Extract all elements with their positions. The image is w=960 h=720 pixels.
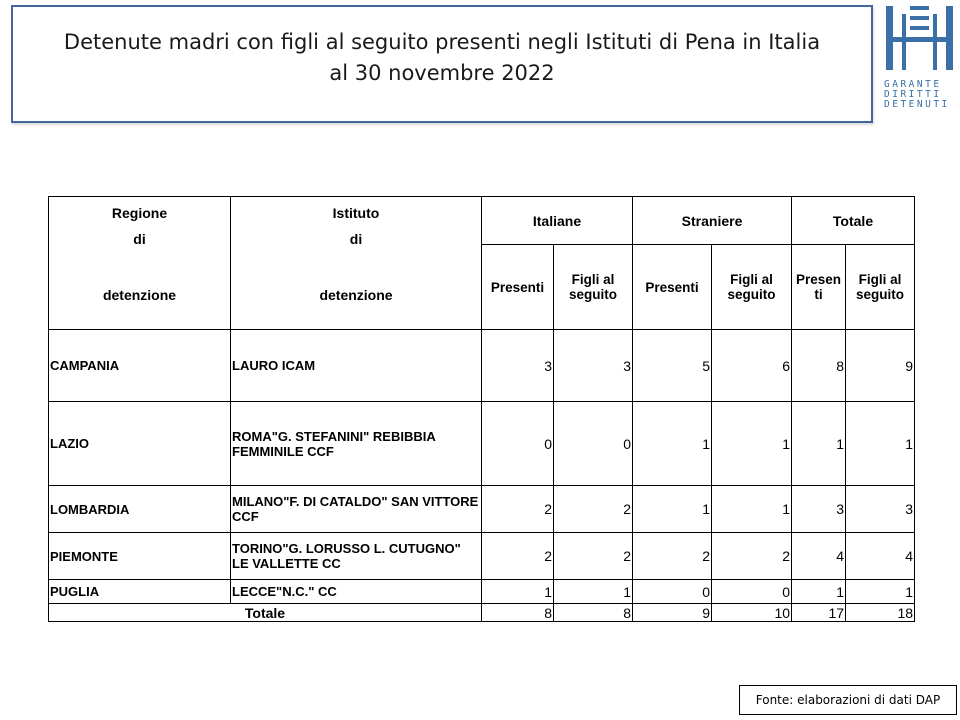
header-tot-figli: Figli al seguito — [846, 245, 915, 330]
total-tot-figli: 18 — [846, 604, 915, 622]
totals-label: Totale — [49, 604, 482, 622]
cell-istituto: MILANO"F. DI CATALDO" SAN VITTORE CCF — [231, 486, 482, 533]
page-title-line1: Detenute madri con figli al seguito presenti negli Istituti di Pena in Italia — [63, 30, 821, 54]
source-note: Fonte: elaborazioni di dati DAP — [739, 685, 957, 715]
cell-st-presenti: 2 — [633, 533, 712, 580]
table-row — [49, 330, 915, 402]
cell-istituto: LAURO ICAM — [231, 330, 482, 402]
cell-regione: PUGLIA — [49, 580, 231, 604]
cell-it-presenti: 3 — [482, 330, 554, 402]
cell-it-figli: 2 — [554, 486, 633, 533]
totals-row — [49, 604, 915, 622]
cell-it-figli: 2 — [554, 533, 633, 580]
cell-tot-figli: 9 — [846, 330, 915, 402]
cell-tot-figli: 1 — [846, 402, 915, 486]
cell-tot-presenti: 8 — [792, 330, 846, 402]
cell-it-presenti: 2 — [482, 533, 554, 580]
header-it-figli: Figli al seguito — [554, 245, 633, 330]
cell-tot-figli: 4 — [846, 533, 915, 580]
cell-it-presenti: 2 — [482, 486, 554, 533]
cell-regione: PIEMONTE — [49, 533, 231, 580]
page-title-line2: al 30 novembre 2022 — [329, 61, 555, 85]
cell-regione: LOMBARDIA — [49, 486, 231, 533]
cell-it-figli: 1 — [554, 580, 633, 604]
cell-it-presenti: 1 — [482, 580, 554, 604]
table-row — [49, 486, 915, 533]
total-st-presenti: 9 — [633, 604, 712, 622]
cell-st-figli: 0 — [712, 580, 792, 604]
logo-text-garante: GARANTE — [884, 79, 942, 90]
cell-regione: LAZIO — [49, 402, 231, 486]
cell-st-figli: 1 — [712, 402, 792, 486]
total-it-figli: 8 — [554, 604, 633, 622]
header-tot-presenti: Presen ti — [792, 245, 846, 330]
cell-it-figli: 3 — [554, 330, 633, 402]
header-st-presenti: Presenti — [633, 245, 712, 330]
cell-tot-presenti: 1 — [792, 580, 846, 604]
header-st-figli: Figli al seguito — [712, 245, 792, 330]
title-box — [11, 5, 873, 123]
cell-istituto: TORINO"G. LORUSSO L. CUTUGNO" LE VALLETTE CC — [231, 533, 482, 580]
detainees-table — [48, 196, 915, 622]
header-totale: Totale — [792, 197, 915, 245]
cell-st-presenti: 0 — [633, 580, 712, 604]
table-row — [49, 533, 915, 580]
total-tot-presenti: 17 — [792, 604, 846, 622]
logo-text-diritti: DIRITTI — [884, 89, 942, 100]
cell-istituto: ROMA"G. STEFANINI" REBIBBIA FEMMINILE CCF — [231, 402, 482, 486]
cell-tot-presenti: 1 — [792, 402, 846, 486]
logo-text-detenuti: DETENUTI — [884, 99, 950, 110]
cell-tot-figli: 3 — [846, 486, 915, 533]
cell-it-presenti: 0 — [482, 402, 554, 486]
header-it-presenti: Presenti — [482, 245, 554, 330]
cell-st-figli: 6 — [712, 330, 792, 402]
total-it-presenti: 8 — [482, 604, 554, 622]
cell-tot-presenti: 4 — [792, 533, 846, 580]
cell-st-figli: 1 — [712, 486, 792, 533]
cell-st-presenti: 1 — [633, 402, 712, 486]
table-row — [49, 402, 915, 486]
cell-tot-figli: 1 — [846, 580, 915, 604]
table-row — [49, 580, 915, 604]
header-regione: Regione di detenzione — [49, 197, 231, 330]
header-italiane: Italiane — [482, 197, 633, 245]
cell-st-presenti: 5 — [633, 330, 712, 402]
total-st-figli: 10 — [712, 604, 792, 622]
cell-it-figli: 0 — [554, 402, 633, 486]
cell-st-presenti: 1 — [633, 486, 712, 533]
header-istituto: Istituto di detenzione — [231, 197, 482, 330]
cell-istituto: LECCE"N.C." CC — [231, 580, 482, 604]
garante-logo — [882, 4, 958, 110]
cell-regione: CAMPANIA — [49, 330, 231, 402]
cell-st-figli: 2 — [712, 533, 792, 580]
header-straniere: Straniere — [633, 197, 792, 245]
cell-tot-presenti: 3 — [792, 486, 846, 533]
